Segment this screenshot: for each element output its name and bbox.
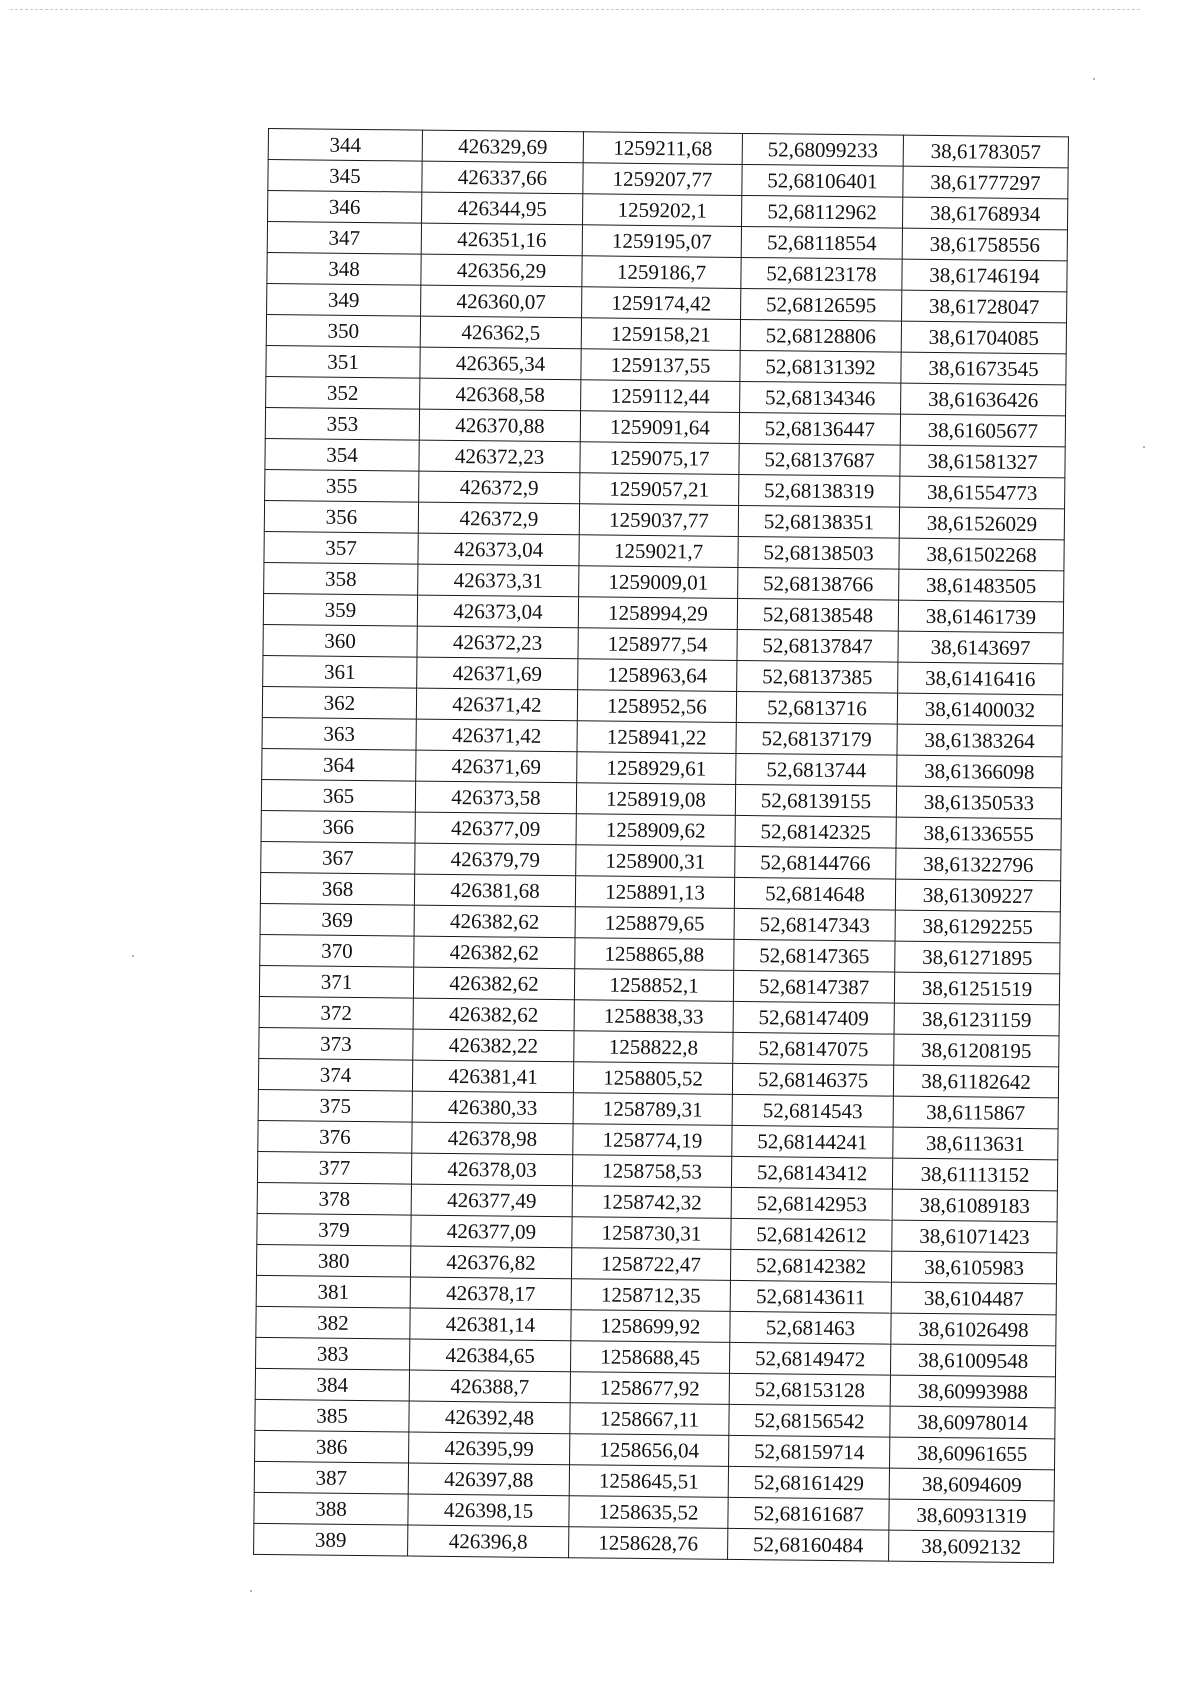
y-coordinate-cell: 1259075,17	[580, 442, 739, 475]
y-coordinate-cell: 1258977,54	[578, 628, 737, 661]
latitude-cell: 52,68138351	[738, 505, 899, 538]
coordinates-table-container	[268, 128, 1068, 1559]
point-number-cell: 378	[257, 1182, 411, 1215]
point-number-cell: 357	[264, 531, 418, 564]
y-coordinate-cell: 1258656,04	[570, 1434, 729, 1467]
point-number-cell: 383	[256, 1337, 410, 1370]
latitude-cell: 52,68149472	[729, 1342, 890, 1375]
longitude-cell: 38,61350533	[896, 786, 1061, 819]
latitude-cell: 52,68106401	[742, 164, 903, 197]
y-coordinate-cell: 1258742,32	[572, 1186, 731, 1219]
y-coordinate-cell: 1259186,7	[582, 256, 741, 289]
point-number-cell: 380	[256, 1244, 410, 1277]
latitude-cell: 52,68142325	[735, 815, 896, 848]
y-coordinate-cell: 1259195,07	[582, 225, 741, 258]
x-coordinate-cell: 426378,17	[410, 1277, 571, 1310]
latitude-cell: 52,68153128	[729, 1373, 890, 1406]
longitude-cell: 38,61251519	[894, 972, 1059, 1005]
point-number-cell: 353	[265, 407, 419, 440]
x-coordinate-cell: 426382,62	[414, 936, 575, 969]
longitude-cell: 38,61113152	[892, 1158, 1057, 1191]
latitude-cell: 52,6814543	[732, 1094, 893, 1127]
latitude-cell: 52,68112962	[741, 195, 902, 228]
y-coordinate-cell: 1259207,77	[583, 163, 742, 196]
point-number-cell: 352	[266, 376, 420, 409]
latitude-cell: 52,68137179	[736, 722, 897, 755]
point-number-cell: 349	[267, 283, 421, 316]
latitude-cell: 52,68156542	[729, 1404, 890, 1437]
point-number-cell: 375	[258, 1089, 412, 1122]
x-coordinate-cell: 426372,23	[417, 626, 578, 659]
y-coordinate-cell: 1258789,31	[573, 1093, 732, 1126]
longitude-cell: 38,61768934	[902, 197, 1067, 230]
latitude-cell: 52,68147387	[733, 970, 894, 1003]
coordinates-table-body	[254, 129, 1069, 1563]
x-coordinate-cell: 426368,58	[420, 378, 581, 411]
longitude-cell: 38,61292255	[895, 910, 1060, 943]
longitude-cell: 38,61416416	[898, 662, 1063, 695]
latitude-cell: 52,6813716	[736, 691, 897, 724]
point-number-cell: 364	[262, 748, 416, 781]
latitude-cell: 52,68147075	[733, 1032, 894, 1065]
latitude-cell: 52,68126595	[741, 288, 902, 321]
longitude-cell: 38,60993988	[890, 1375, 1055, 1408]
longitude-cell: 38,60978014	[890, 1406, 1055, 1439]
point-number-cell: 387	[254, 1461, 408, 1494]
y-coordinate-cell: 1259037,77	[579, 504, 738, 537]
latitude-cell: 52,68137847	[737, 629, 898, 662]
point-number-cell: 376	[258, 1120, 412, 1153]
longitude-cell: 38,61605677	[900, 414, 1065, 447]
longitude-cell: 38,61089183	[892, 1189, 1057, 1222]
latitude-cell: 52,68159714	[729, 1435, 890, 1468]
point-number-cell: 385	[255, 1399, 409, 1432]
y-coordinate-cell: 1258628,76	[569, 1527, 728, 1560]
longitude-cell: 38,6143697	[898, 631, 1063, 664]
y-coordinate-cell: 1258758,53	[572, 1155, 731, 1188]
longitude-cell: 38,61366098	[897, 755, 1062, 788]
x-coordinate-cell: 426365,34	[420, 347, 581, 380]
y-coordinate-cell: 1259112,44	[581, 380, 740, 413]
latitude-cell: 52,68134346	[740, 381, 901, 414]
x-coordinate-cell: 426373,04	[417, 595, 578, 628]
latitude-cell: 52,68142382	[730, 1249, 891, 1282]
longitude-cell: 38,61231159	[894, 1003, 1059, 1036]
point-number-cell: 389	[254, 1523, 408, 1556]
longitude-cell: 38,61208195	[894, 1034, 1059, 1067]
point-number-cell: 377	[257, 1151, 411, 1184]
y-coordinate-cell: 1258909,62	[576, 814, 735, 847]
longitude-cell: 38,60961655	[890, 1437, 1055, 1470]
y-coordinate-cell: 1259158,21	[581, 318, 740, 351]
x-coordinate-cell: 426376,82	[410, 1246, 571, 1279]
latitude-cell: 52,68144766	[735, 846, 896, 879]
longitude-cell: 38,61383264	[897, 724, 1062, 757]
latitude-cell: 52,6814648	[734, 877, 895, 910]
x-coordinate-cell: 426384,65	[410, 1339, 571, 1372]
latitude-cell: 52,68131392	[740, 350, 901, 383]
x-coordinate-cell: 426395,99	[409, 1432, 570, 1465]
latitude-cell: 52,68146375	[732, 1063, 893, 1096]
longitude-cell: 38,61502268	[899, 538, 1064, 571]
point-number-cell: 362	[262, 686, 416, 719]
y-coordinate-cell: 1258852,1	[574, 969, 733, 1002]
longitude-cell: 38,60931319	[889, 1499, 1054, 1532]
latitude-cell: 52,68144241	[732, 1125, 893, 1158]
y-coordinate-cell: 1258822,8	[574, 1031, 733, 1064]
longitude-cell: 38,61581327	[900, 445, 1065, 478]
y-coordinate-cell: 1259211,68	[583, 132, 742, 165]
x-coordinate-cell: 426382,62	[413, 967, 574, 1000]
x-coordinate-cell: 426371,69	[416, 750, 577, 783]
y-coordinate-cell: 1259091,64	[580, 411, 739, 444]
latitude-cell: 52,68137385	[737, 660, 898, 693]
x-coordinate-cell: 426377,09	[411, 1215, 572, 1248]
point-number-cell: 379	[257, 1213, 411, 1246]
scan-speck	[132, 955, 134, 957]
point-number-cell: 346	[268, 191, 422, 224]
latitude-cell: 52,68142612	[731, 1218, 892, 1251]
longitude-cell: 38,61777297	[903, 166, 1068, 199]
x-coordinate-cell: 426356,29	[421, 254, 582, 287]
latitude-cell: 52,68138503	[738, 536, 899, 569]
scan-speck	[1093, 78, 1095, 80]
latitude-cell: 52,6813744	[736, 753, 897, 786]
y-coordinate-cell: 1258722,47	[571, 1248, 730, 1281]
point-number-cell: 370	[260, 934, 414, 967]
x-coordinate-cell: 426371,69	[417, 657, 578, 690]
longitude-cell: 38,61322796	[896, 848, 1061, 881]
x-coordinate-cell: 426397,88	[408, 1463, 569, 1496]
latitude-cell: 52,68147343	[734, 908, 895, 941]
longitude-cell: 38,61728047	[902, 290, 1067, 323]
x-coordinate-cell: 426378,03	[411, 1153, 572, 1186]
point-number-cell: 366	[261, 810, 415, 843]
latitude-cell: 52,68143412	[731, 1156, 892, 1189]
y-coordinate-cell: 1258645,51	[569, 1465, 728, 1498]
x-coordinate-cell: 426380,33	[412, 1091, 573, 1124]
longitude-cell: 38,6104487	[891, 1282, 1056, 1315]
latitude-cell: 52,68123178	[741, 257, 902, 290]
point-number-cell: 374	[258, 1058, 412, 1091]
longitude-cell: 38,61309227	[895, 879, 1060, 912]
latitude-cell: 52,68099233	[742, 133, 903, 166]
latitude-cell: 52,68161429	[728, 1466, 889, 1499]
scan-speck	[1143, 446, 1145, 448]
point-number-cell: 348	[267, 252, 421, 285]
longitude-cell: 38,61673545	[901, 352, 1066, 385]
y-coordinate-cell: 1258774,19	[573, 1124, 732, 1157]
point-number-cell: 381	[256, 1275, 410, 1308]
point-number-cell: 344	[268, 129, 422, 162]
y-coordinate-cell: 1258805,52	[573, 1062, 732, 1095]
y-coordinate-cell: 1258879,65	[575, 907, 734, 940]
point-number-cell: 347	[267, 222, 421, 255]
y-coordinate-cell: 1258952,56	[577, 690, 736, 723]
coordinates-table	[253, 128, 1069, 1563]
point-number-cell: 363	[262, 717, 416, 750]
x-coordinate-cell: 426396,8	[408, 1525, 569, 1558]
y-coordinate-cell: 1258688,45	[570, 1341, 729, 1374]
latitude-cell: 52,68138766	[738, 567, 899, 600]
y-coordinate-cell: 1259021,7	[579, 535, 738, 568]
latitude-cell: 52,68147365	[734, 939, 895, 972]
longitude-cell: 38,61636426	[901, 383, 1066, 416]
y-coordinate-cell: 1258891,13	[575, 876, 734, 909]
x-coordinate-cell: 426337,66	[422, 161, 583, 194]
x-coordinate-cell: 426381,41	[412, 1060, 573, 1093]
latitude-cell: 52,68138319	[739, 474, 900, 507]
x-coordinate-cell: 426371,42	[416, 719, 577, 752]
point-number-cell: 365	[261, 779, 415, 812]
longitude-cell: 38,61783057	[903, 135, 1068, 168]
x-coordinate-cell: 426373,04	[418, 533, 579, 566]
scan-speck	[250, 1590, 252, 1592]
x-coordinate-cell: 426362,5	[420, 316, 581, 349]
x-coordinate-cell: 426377,09	[415, 812, 576, 845]
y-coordinate-cell: 1258667,11	[570, 1403, 729, 1436]
y-coordinate-cell: 1258712,35	[571, 1279, 730, 1312]
x-coordinate-cell: 426381,14	[410, 1308, 571, 1341]
x-coordinate-cell: 426392,48	[409, 1401, 570, 1434]
y-coordinate-cell: 1258730,31	[572, 1217, 731, 1250]
latitude-cell: 52,68138548	[737, 598, 898, 631]
x-coordinate-cell: 426378,98	[412, 1122, 573, 1155]
y-coordinate-cell: 1258963,64	[578, 659, 737, 692]
latitude-cell: 52,68128806	[740, 319, 901, 352]
longitude-cell: 38,61336555	[896, 817, 1061, 850]
x-coordinate-cell: 426382,22	[413, 1029, 574, 1062]
y-coordinate-cell: 1259009,01	[579, 566, 738, 599]
x-coordinate-cell: 426351,16	[421, 223, 582, 256]
longitude-cell: 38,6092132	[889, 1530, 1054, 1563]
y-coordinate-cell: 1258677,92	[570, 1372, 729, 1405]
point-number-cell: 350	[266, 314, 420, 347]
point-number-cell: 368	[260, 872, 414, 905]
latitude-cell: 52,68160484	[728, 1528, 889, 1561]
x-coordinate-cell: 426379,79	[415, 843, 576, 876]
point-number-cell: 371	[259, 965, 413, 998]
longitude-cell: 38,61758556	[902, 228, 1067, 261]
longitude-cell: 38,61746194	[902, 259, 1067, 292]
y-coordinate-cell: 1258865,88	[575, 938, 734, 971]
x-coordinate-cell: 426382,62	[413, 998, 574, 1031]
scan-top-edge	[10, 9, 1140, 10]
point-number-cell: 351	[266, 345, 420, 378]
longitude-cell: 38,61026498	[891, 1313, 1056, 1346]
x-coordinate-cell: 426373,58	[415, 781, 576, 814]
y-coordinate-cell: 1258994,29	[578, 597, 737, 630]
point-number-cell: 355	[265, 469, 419, 502]
y-coordinate-cell: 1258699,92	[571, 1310, 730, 1343]
x-coordinate-cell: 426381,68	[414, 874, 575, 907]
point-number-cell: 384	[255, 1368, 409, 1401]
longitude-cell: 38,61182642	[893, 1065, 1058, 1098]
x-coordinate-cell: 426372,23	[419, 440, 580, 473]
point-number-cell: 373	[259, 1027, 413, 1060]
point-number-cell: 367	[261, 841, 415, 874]
point-number-cell: 369	[260, 903, 414, 936]
x-coordinate-cell: 426372,9	[418, 502, 579, 535]
longitude-cell: 38,6094609	[889, 1468, 1054, 1501]
x-coordinate-cell: 426377,49	[411, 1184, 572, 1217]
x-coordinate-cell: 426370,88	[419, 409, 580, 442]
longitude-cell: 38,61461739	[898, 600, 1063, 633]
latitude-cell: 52,68161687	[728, 1497, 889, 1530]
point-number-cell: 359	[263, 593, 417, 626]
latitude-cell: 52,68142953	[731, 1187, 892, 1220]
y-coordinate-cell: 1259202,1	[583, 194, 742, 227]
x-coordinate-cell: 426388,7	[409, 1370, 570, 1403]
longitude-cell: 38,6105983	[891, 1251, 1056, 1284]
x-coordinate-cell: 426360,07	[421, 285, 582, 318]
latitude-cell: 52,68137687	[739, 443, 900, 476]
point-number-cell: 388	[254, 1492, 408, 1525]
longitude-cell: 38,61526029	[899, 507, 1064, 540]
point-number-cell: 361	[263, 655, 417, 688]
point-number-cell: 372	[259, 996, 413, 1029]
y-coordinate-cell: 1259174,42	[582, 287, 741, 320]
x-coordinate-cell: 426398,15	[408, 1494, 569, 1527]
x-coordinate-cell: 426329,69	[422, 130, 583, 163]
latitude-cell: 52,68143611	[730, 1280, 891, 1313]
point-number-cell: 360	[263, 624, 417, 657]
point-number-cell: 356	[264, 500, 418, 533]
latitude-cell: 52,68139155	[735, 784, 896, 817]
longitude-cell: 38,61071423	[892, 1220, 1057, 1253]
longitude-cell: 38,6113631	[893, 1127, 1058, 1160]
point-number-cell: 345	[268, 160, 422, 193]
latitude-cell: 52,681463	[730, 1311, 891, 1344]
x-coordinate-cell: 426372,9	[419, 471, 580, 504]
y-coordinate-cell: 1258929,61	[577, 752, 736, 785]
longitude-cell: 38,61704085	[901, 321, 1066, 354]
y-coordinate-cell: 1259057,21	[580, 473, 739, 506]
y-coordinate-cell: 1259137,55	[581, 349, 740, 382]
x-coordinate-cell: 426373,31	[418, 564, 579, 597]
y-coordinate-cell: 1258635,52	[569, 1496, 728, 1529]
longitude-cell: 38,61483505	[899, 569, 1064, 602]
point-number-cell: 354	[265, 438, 419, 471]
x-coordinate-cell: 426344,95	[422, 192, 583, 225]
y-coordinate-cell: 1258838,33	[574, 1000, 733, 1033]
latitude-cell: 52,68118554	[741, 226, 902, 259]
y-coordinate-cell: 1258919,08	[576, 783, 735, 816]
y-coordinate-cell: 1258900,31	[576, 845, 735, 878]
latitude-cell: 52,68136447	[739, 412, 900, 445]
longitude-cell: 38,61009548	[890, 1344, 1055, 1377]
latitude-cell: 52,68147409	[733, 1001, 894, 1034]
longitude-cell: 38,6115867	[893, 1096, 1058, 1129]
y-coordinate-cell: 1258941,22	[577, 721, 736, 754]
point-number-cell: 358	[264, 562, 418, 595]
x-coordinate-cell: 426371,42	[416, 688, 577, 721]
point-number-cell: 382	[256, 1306, 410, 1339]
longitude-cell: 38,61271895	[895, 941, 1060, 974]
longitude-cell: 38,61554773	[900, 476, 1065, 509]
x-coordinate-cell: 426382,62	[414, 905, 575, 938]
longitude-cell: 38,61400032	[897, 693, 1062, 726]
point-number-cell: 386	[255, 1430, 409, 1463]
